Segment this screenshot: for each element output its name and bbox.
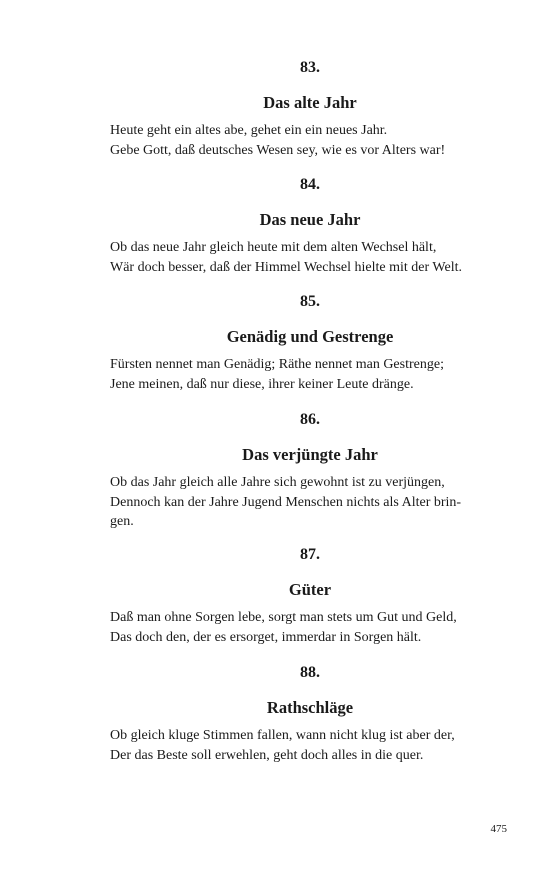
verse-line: Gebe Gott, daß deutsches Wesen sey, wie es vor Alters war! bbox=[110, 142, 446, 158]
page-number: 475 bbox=[490, 823, 507, 835]
poem-number: 84. bbox=[300, 176, 320, 193]
verse-line: Der das Beste soll erwehlen, geht doch alles in die quer. bbox=[110, 747, 424, 763]
poem-83 bbox=[110, 58, 510, 160]
verse-line: Jene meinen, daß nur diese, ihrer keiner Leute dränge. bbox=[110, 376, 414, 392]
poem-number: 88. bbox=[300, 664, 320, 681]
verse-line: Wär doch besser, daß der Himmel Wechsel hielte mit der Welt. bbox=[110, 259, 462, 275]
poem-number: 86. bbox=[300, 411, 320, 428]
poem-number: 87. bbox=[300, 546, 320, 563]
poem-number: 83. bbox=[300, 59, 320, 76]
poem-title: Rathschläge bbox=[266, 698, 354, 717]
verse-line: Heute geht ein altes abe, gehet ein ein neues Jahr. bbox=[110, 123, 388, 138]
poem-verse bbox=[110, 121, 510, 160]
poem-title: Das verjüngte Jahr bbox=[242, 445, 378, 464]
poem-87 bbox=[110, 545, 510, 647]
verse-line: Fürsten nennet man Genädig; Räthe nennet man Gestrenge; bbox=[110, 357, 444, 372]
verse-line: Ob gleich kluge Stimmen fallen, wann nicht klug ist aber der, bbox=[110, 728, 455, 743]
verse-line: Ob das Jahr gleich alle Jahre sich gewohnt ist zu verjüngen, bbox=[110, 475, 445, 490]
verse-line: Dennoch kan der Jahre Jugend Menschen nichts als Alter brin- bbox=[110, 494, 462, 510]
poem-86 bbox=[110, 410, 510, 532]
poem-verse bbox=[110, 726, 510, 765]
verse-line: Ob das neue Jahr gleich heute mit dem alten Wechsel hält, bbox=[110, 240, 437, 255]
poem-title: Genädig und Gestrenge bbox=[226, 327, 394, 346]
poem-84 bbox=[110, 175, 510, 277]
poem-number: 85. bbox=[300, 293, 320, 310]
poem-verse bbox=[110, 473, 510, 532]
poem-verse bbox=[110, 355, 510, 394]
verse-line: Daß man ohne Sorgen lebe, sorgt man stets um Gut und Geld, bbox=[110, 610, 457, 625]
verse-line: gen. bbox=[110, 514, 134, 529]
poem-title: Das alte Jahr bbox=[263, 93, 357, 112]
poem-verse bbox=[110, 608, 510, 647]
poem-verse bbox=[110, 238, 510, 277]
poem-title: Das neue Jahr bbox=[259, 210, 361, 229]
poem-title: Güter bbox=[288, 580, 332, 599]
poem-85 bbox=[110, 292, 510, 394]
poem-88 bbox=[110, 663, 510, 765]
verse-line: Das doch den, der es ersorget, immerdar in Sorgen hält. bbox=[110, 629, 422, 645]
